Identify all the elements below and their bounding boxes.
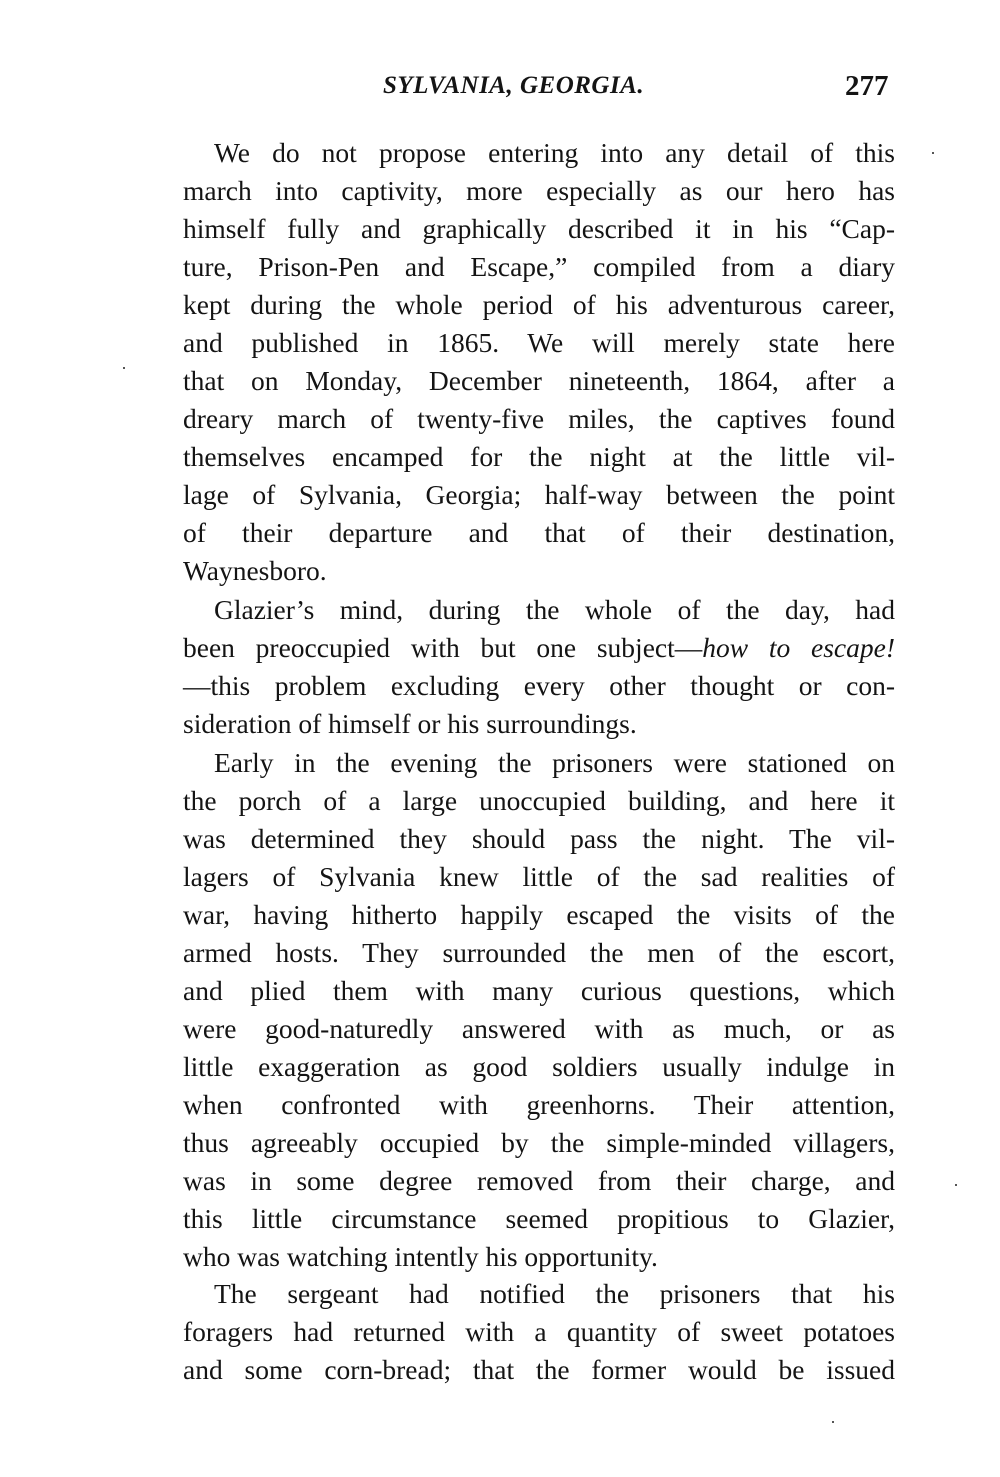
text-line: armed hosts. They surrounded the men of the escort, (183, 937, 895, 968)
text-line: —this problem excluding every other thought or con- (183, 670, 895, 701)
text-line: themselves encamped for the night at the little vil- (183, 441, 895, 472)
italic-phrase: how to escape! (702, 632, 895, 663)
text-line: this little circumstance seemed propitious to Glazier, (183, 1203, 895, 1234)
text-line: Early in the evening the prisoners were stationed on (214, 747, 895, 778)
text-line: was determined they should pass the night. The vil- (183, 823, 895, 854)
running-head: SYLVANIA, GEORGIA. (383, 72, 645, 99)
text-line: kept during the whole period of his adventurous career, (183, 289, 895, 320)
text-line (183, 631, 895, 665)
text-line: march into captivity, more especially as our hero has (183, 175, 895, 206)
scan-speck (932, 152, 934, 154)
text-line: and some corn-bread; that the former would be issued (183, 1354, 895, 1385)
text-line: were good-naturedly answered with as much, or as (183, 1013, 895, 1044)
text-line: Glazier’s mind, during the whole of the day, had (214, 594, 895, 625)
text-line: and published in 1865. We will merely state here (183, 327, 895, 358)
text-line: sideration of himself or his surroundings. (183, 708, 637, 739)
text-line: the porch of a large unoccupied building, and here it (183, 785, 895, 816)
scan-speck (123, 367, 125, 369)
text-line: little exaggeration as good soldiers usually indulge in (183, 1051, 895, 1082)
text-line: The sergeant had notified the prisoners that his (214, 1278, 895, 1309)
text-segment: been preoccupied with but one subject— (183, 632, 703, 663)
text-line: was in some degree removed from their charge, and (183, 1165, 895, 1196)
text-line: ture, Prison-Pen and Escape,” compiled from a diary (183, 251, 895, 282)
text-line: lage of Sylvania, Georgia; half-way between the point (183, 479, 895, 510)
page-number: 277 (845, 70, 889, 102)
text-line: and plied them with many curious questions, which (183, 975, 895, 1006)
text-line: war, having hitherto happily escaped the visits of the (183, 899, 895, 930)
text-line: that on Monday, December nineteenth, 1864, after a (183, 365, 895, 396)
text-line: dreary march of twenty-five miles, the captives found (183, 403, 895, 434)
text-line: of their departure and that of their destination, (183, 517, 895, 548)
text-line: who was watching intently his opportunity. (183, 1241, 658, 1272)
text-line: when confronted with greenhorns. Their attention, (183, 1089, 895, 1120)
text-line: himself fully and graphically described it in his “Cap- (183, 213, 895, 244)
scan-speck (955, 1184, 957, 1186)
text-line: foragers had returned with a quantity of sweet potatoes (183, 1316, 895, 1347)
text-line: We do not propose entering into any detail of this (214, 137, 895, 168)
text-line: lagers of Sylvania knew little of the sad realities of (183, 861, 895, 892)
scan-speck (832, 1421, 834, 1423)
text-line: thus agreeably occupied by the simple-minded villagers, (183, 1127, 895, 1158)
text-line: Waynesboro. (183, 555, 327, 586)
